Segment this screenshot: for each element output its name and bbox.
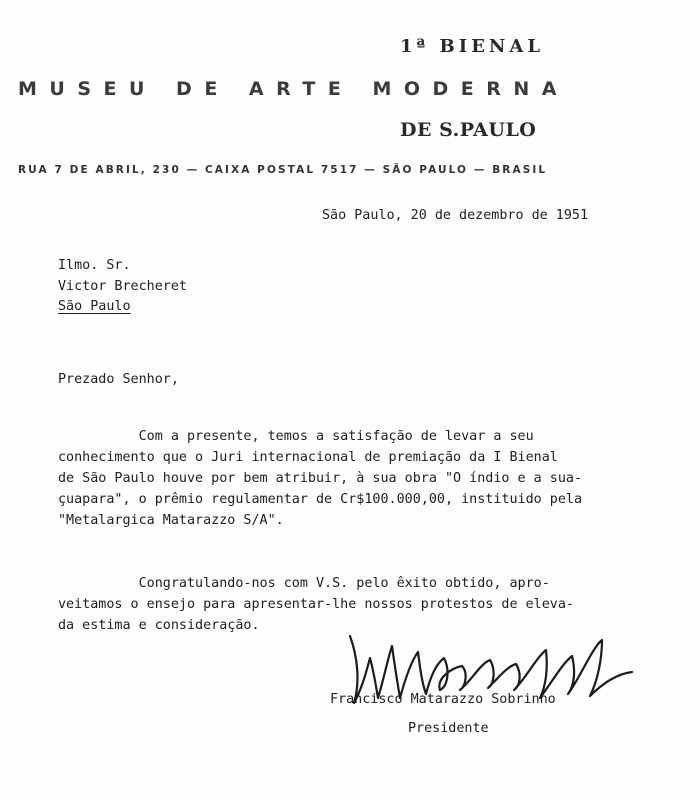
letterhead-museum-name: MUSEU DE ARTE MODERNA	[18, 78, 569, 100]
recipient-honorific: Ilmo. Sr.	[58, 258, 131, 273]
recipient-name: Victor Brecheret	[58, 279, 187, 294]
paragraph-closing	[58, 573, 574, 636]
paragraph-line: veitamos o ensejo para apresentar-lhe nossos protestos de eleva-	[58, 597, 574, 612]
paragraph-line: da estima e consideração.	[58, 618, 260, 633]
recipient-city: São Paulo	[58, 299, 131, 314]
paragraph-line: conhecimento que o Juri internacional de premiação da I Bienal	[58, 450, 558, 465]
paragraph-line: Congratulando-nos com V.S. pelo êxito obtido, apro-	[58, 576, 550, 591]
signatory-title: Presidente	[408, 721, 489, 736]
letterhead-bienal: 1ª BIENAL	[400, 36, 544, 57]
letterhead-city: DE S.PAULO	[400, 119, 537, 141]
signatory-name: Francisco Matarazzo Sobrinho	[330, 692, 556, 707]
paragraph-line: Com a presente, temos a satisfação de levar a seu	[58, 429, 534, 444]
paragraph-line: de São Paulo houve por bem atribuir, à sua obra "O índio e a sua-	[58, 471, 583, 486]
salutation: Prezado Senhor,	[58, 372, 179, 387]
letter-date: São Paulo, 20 de dezembro de 1951	[322, 208, 589, 223]
letterhead-address: RUA 7 DE ABRIL, 230 — CAIXA POSTAL 7517 — SÃO PAULO — BRASIL	[18, 164, 548, 176]
paragraph-line: "Metalargica Matarazzo S/A".	[58, 513, 284, 528]
paragraph-line: çuapara", o prêmio regulamentar de Cr$100.000,00, instituido pela	[58, 492, 583, 507]
paragraph-award	[58, 426, 582, 531]
